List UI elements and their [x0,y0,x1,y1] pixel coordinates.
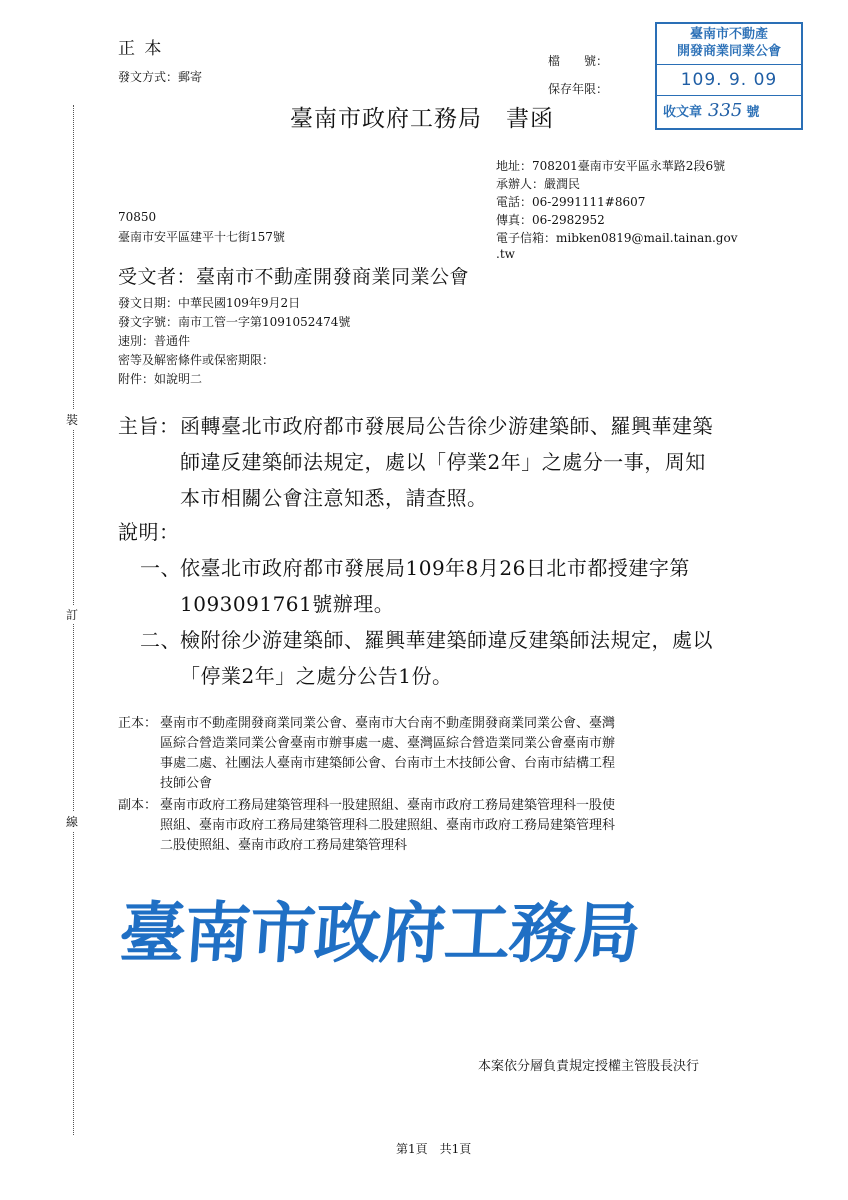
explanation-item1-number: 一、 [140,556,181,580]
stamp-org-line1: 臺南市不動產 [689,27,768,42]
authorization-note: 本案依分層負責規定授權主管股長決行 [478,1059,700,1074]
attachment: 附件：如說明二 [118,372,203,386]
main-recipients-label: 正本： [118,716,158,731]
copy-type: 正 本 [118,39,164,59]
recipient-zip: 70850 [118,210,157,224]
send-method: 發文方式：郵寄 [118,70,203,84]
subject-label: 主旨： [118,414,180,438]
speed-class: 速別：普通件 [118,334,191,348]
stamp-receipt-suffix: 號 [746,105,760,120]
page-footer: 第1頁 共1頁 [396,1142,472,1156]
explanation-item1-line2: 1093091761號辦理。 [180,592,395,616]
copy-recipients-label: 副本： [118,798,158,813]
main-recipients-line4: 技師公會 [160,776,213,791]
stamp-receipt-number: 335 [708,100,743,121]
explanation-item2-line2: 「停業2年」之處分公告1份。 [180,664,453,688]
contact-fax: 傳真：06-2982952 [496,213,605,227]
subject-line-1: 函轉臺北市政府都市發展局公告徐少游建築師、羅興華建築 [180,414,713,438]
main-recipients-line2: 區綜合營造業同業公會臺南市辦事處一處、臺灣區綜合營造業同業公會臺南市辦 [160,736,616,751]
explanation-item1-line1: 依臺北市政府都市發展局109年8月26日北市都授建字第 [180,556,690,580]
copy-recipients-line2: 照組、臺南市政府工務局建築管理科二股建照組、臺南市政府工務局建築管理科 [160,818,616,833]
explanation-item2-number: 二、 [140,628,181,652]
document-title: 臺南市政府工務局 書函 [290,106,554,132]
copy-recipients-line1: 臺南市政府工務局建築管理科一股建照組、臺南市政府工務局建築管理科一股使 [160,798,616,813]
binding-char-xian: 線 [66,812,78,831]
subject-line-2: 師違反建築師法規定，處以「停業2年」之處分一事，周知 [180,450,706,474]
file-number-label: 檔 號： [548,54,609,68]
binding-char-ding: 訂 [66,605,78,624]
contact-officer: 承辦人：嚴潤民 [496,177,581,191]
contact-phone: 電話：06-2991111#8607 [496,195,646,209]
retention-label: 保存年限： [548,82,609,96]
main-recipients-line3: 事處二處、社團法人臺南市建築師公會、台南市土木技師公會、台南市結構工程 [160,756,616,771]
binding-char-zhuang: 裝 [66,410,78,429]
stamp-receipt-label: 收文章 [663,105,703,120]
subject-line-3: 本市相關公會注意知悉，請查照。 [180,486,488,510]
issue-date: 發文日期：中華民國109年9月2日 [118,296,301,310]
explanation-item2-line1: 檢附徐少游建築師、羅興華建築師違反建築師法規定，處以 [180,628,713,652]
contact-address: 地址：708201臺南市安平區永華路2段6號 [496,159,726,173]
recipient: 受文者：臺南市不動產開發商業同業公會 [118,266,470,288]
document-number: 發文字號：南市工管一字第1091052474號 [118,315,351,329]
stamp-org-line2: 開發商業同業公會 [676,44,781,59]
recipient-street: 臺南市安平區建平十七街157號 [118,230,285,244]
secrecy-level: 密等及解密條件或保密期限： [118,353,275,367]
copy-recipients-line3: 二股使照組、臺南市政府工務局建築管理科 [160,838,408,853]
contact-email: 電子信箱：mibken0819@mail.tainan.gov [496,231,738,245]
contact-email-cont: .tw [496,247,515,261]
stamp-date: 109. 9. 09 [657,65,801,96]
explanation-label: 說明： [118,520,180,544]
main-recipients-line1: 臺南市不動產開發商業同業公會、臺南市大台南不動產開發商業同業公會、臺灣 [160,716,616,731]
official-seal: 臺南市政府工務局 [116,895,643,972]
receipt-stamp [655,22,803,130]
